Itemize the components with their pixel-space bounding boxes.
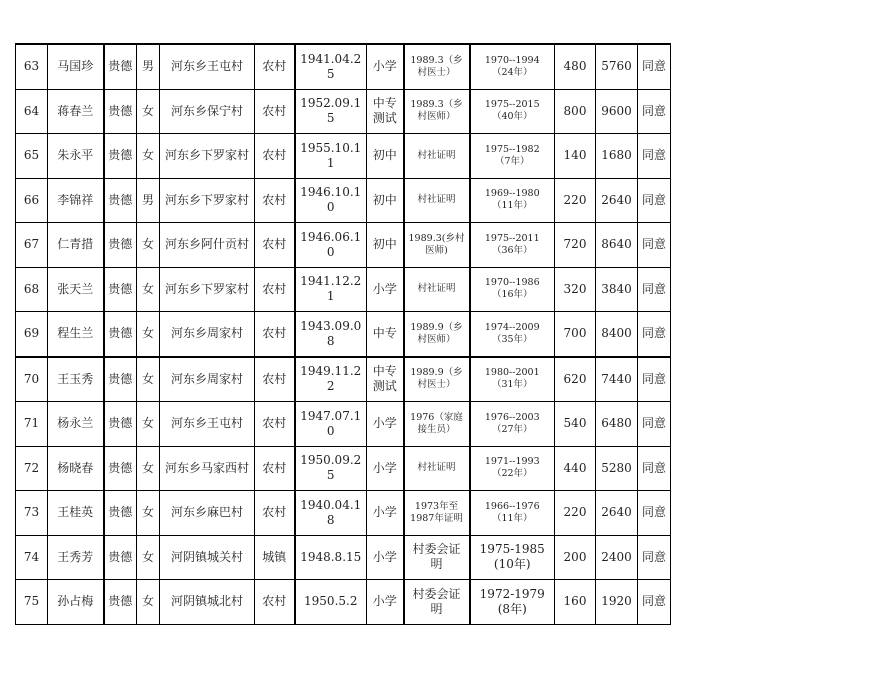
cell-certificate [404,580,470,625]
cell-birth-date: 1940.04.18 [295,491,367,536]
cell-service-period-line: 1971--1993 [484,456,540,468]
cell-education-line: 初中 [372,237,397,252]
cell-certificate-line: 村社证明 [417,462,456,474]
table-body [16,44,671,624]
cell-service-period [470,535,555,580]
cell-service-period [470,89,555,134]
cell-opinion: 同意 [638,357,671,402]
cell-service-period-line: （22年） [491,468,533,480]
cell-monthly-amount: 620 [555,357,596,402]
cell-birth-date: 1955.10.11 [295,134,367,179]
cell-education-line: 测试 [372,379,397,394]
cell-annual-amount: 1920 [596,580,638,625]
cell-service-period-line: （31年） [491,379,533,391]
cell-education-line: 小学 [372,460,397,475]
table-row [16,402,671,447]
cell-annual-amount: 8640 [596,223,638,268]
cell-education [367,267,404,312]
cell-education [367,89,404,134]
cell-opinion: 同意 [638,178,671,223]
cell-opinion: 同意 [638,535,671,580]
cell-annual-amount: 6480 [596,402,638,447]
cell-sex: 女 [137,267,160,312]
cell-monthly-amount: 200 [555,535,596,580]
cell-annual-amount: 3840 [596,267,638,312]
cell-service-period [470,267,555,312]
cell-certificate-line: 村医师） [417,111,456,123]
cell-number: 75 [16,580,48,625]
cell-education-line: 小学 [372,594,397,609]
cell-education [367,357,404,402]
cell-annual-amount: 8400 [596,312,638,357]
cell-sex: 女 [137,535,160,580]
cell-service-period-line: (8年) [497,601,527,616]
cell-education [367,44,404,89]
cell-education [367,491,404,536]
cell-certificate-line: 1989.3(乡村 [408,232,465,244]
cell-monthly-amount: 220 [555,491,596,536]
cell-education-line: 小学 [372,505,397,520]
cell-education-line: 中专 [372,96,397,111]
table-row [16,89,671,134]
cell-education-line: 小学 [372,549,397,564]
cell-annual-amount: 7440 [596,357,638,402]
cell-sex: 女 [137,134,160,179]
cell-name: 马国珍 [48,44,104,89]
cell-certificate-line: 1976（家庭 [410,411,463,423]
cell-service-period [470,491,555,536]
cell-service-period-line: 1974--2009 [484,321,540,333]
cell-village: 河阴镇城北村 [160,580,255,625]
cell-number: 73 [16,491,48,536]
table-row [16,535,671,580]
cell-monthly-amount: 800 [555,89,596,134]
cell-education-line: 初中 [372,192,397,207]
cell-service-period [470,223,555,268]
cell-certificate-line: 1973年至 [414,500,459,512]
cell-opinion: 同意 [638,580,671,625]
cell-village: 河东乡王屯村 [160,402,255,447]
cell-sex: 女 [137,580,160,625]
cell-household-type: 农村 [255,178,295,223]
cell-education [367,134,404,179]
cell-certificate [404,44,470,89]
cell-annual-amount: 5280 [596,446,638,491]
cell-certificate-line: 村社证明 [417,194,456,206]
cell-service-period-line: (10年) [493,557,531,572]
cell-county: 贵德 [104,223,137,268]
table-row [16,446,671,491]
cell-monthly-amount: 700 [555,312,596,357]
cell-county: 贵德 [104,446,137,491]
cell-household-type: 城镇 [255,535,295,580]
cell-monthly-amount: 160 [555,580,596,625]
cell-number: 68 [16,267,48,312]
cell-certificate-line: 村医师） [417,333,456,345]
cell-village: 河东乡麻巴村 [160,491,255,536]
cell-service-period-line: （7年） [494,155,530,167]
cell-name: 仁青措 [48,223,104,268]
cell-certificate-line: 村委会证 [412,586,461,601]
cell-name: 程生兰 [48,312,104,357]
cell-service-period [470,312,555,357]
cell-village: 河东乡保宁村 [160,89,255,134]
cell-opinion: 同意 [638,402,671,447]
cell-county: 贵德 [104,44,137,89]
cell-birth-date: 1952.09.15 [295,89,367,134]
cell-birth-date: 1949.11.22 [295,357,367,402]
table-row [16,223,671,268]
cell-birth-date: 1943.09.08 [295,312,367,357]
cell-monthly-amount: 220 [555,178,596,223]
cell-county: 贵德 [104,178,137,223]
cell-service-period [470,357,555,402]
cell-certificate-line: 1989.9（乡 [410,367,463,379]
cell-service-period-line: 1969--1980 [484,188,540,200]
cell-opinion: 同意 [638,89,671,134]
cell-village: 河东乡周家村 [160,312,255,357]
cell-village: 河阴镇城关村 [160,535,255,580]
cell-county: 贵德 [104,402,137,447]
cell-certificate [404,535,470,580]
cell-number: 65 [16,134,48,179]
table-row [16,491,671,536]
cell-name: 孙占梅 [48,580,104,625]
cell-certificate-line: 1987年证明 [410,512,463,524]
cell-birth-date: 1950.09.25 [295,446,367,491]
cell-service-period-line: （11年） [491,512,533,524]
cell-service-period-line: （11年） [491,200,533,212]
cell-service-period [470,402,555,447]
cell-service-period-line: 1980--2001 [484,367,540,379]
cell-service-period-line: 1972-1979 [479,586,545,601]
cell-education [367,402,404,447]
cell-number: 71 [16,402,48,447]
cell-county: 贵德 [104,134,137,179]
cell-village: 河东乡下罗家村 [160,267,255,312]
cell-annual-amount: 1680 [596,134,638,179]
cell-county: 贵德 [104,535,137,580]
cell-service-period-line: 1975--1982 [484,143,540,155]
cell-opinion: 同意 [638,134,671,179]
cell-certificate-line: 医师) [425,244,448,256]
cell-annual-amount: 2640 [596,178,638,223]
table-row [16,134,671,179]
cell-sex: 女 [137,446,160,491]
cell-annual-amount: 5760 [596,44,638,89]
cell-education-line: 中专 [372,326,397,341]
cell-birth-date: 1941.04.25 [295,44,367,89]
table-row [16,357,671,402]
cell-household-type: 农村 [255,223,295,268]
cell-name: 李锦祥 [48,178,104,223]
cell-service-period-line: 1975--2015 [484,99,540,111]
cell-household-type: 农村 [255,312,295,357]
cell-county: 贵德 [104,89,137,134]
cell-service-period-line: （35年） [491,333,533,345]
cell-certificate-line: 1989.3（乡 [410,54,463,66]
cell-opinion: 同意 [638,223,671,268]
cell-certificate-line: 明 [430,557,443,572]
cell-monthly-amount: 440 [555,446,596,491]
cell-certificate [404,178,470,223]
cell-name: 王玉秀 [48,357,104,402]
cell-county: 贵德 [104,312,137,357]
cell-number: 69 [16,312,48,357]
cell-monthly-amount: 140 [555,134,596,179]
cell-certificate [404,446,470,491]
record-table [15,43,671,625]
cell-service-period [470,446,555,491]
cell-education-line: 小学 [372,59,397,74]
cell-sex: 女 [137,357,160,402]
cell-certificate [404,491,470,536]
cell-service-period-line: （24年） [491,66,533,78]
cell-sex: 女 [137,223,160,268]
cell-service-period-line: （36年） [491,244,533,256]
cell-certificate-line: 村社证明 [417,149,456,161]
cell-village: 河东乡阿什贡村 [160,223,255,268]
cell-certificate [404,312,470,357]
cell-service-period-line: （40年） [491,111,533,123]
cell-certificate-line: 1989.9（乡 [410,321,463,333]
cell-birth-date: 1946.06.10 [295,223,367,268]
cell-county: 贵德 [104,491,137,536]
cell-annual-amount: 2400 [596,535,638,580]
cell-number: 64 [16,89,48,134]
cell-service-period [470,44,555,89]
cell-monthly-amount: 480 [555,44,596,89]
cell-education-line: 测试 [372,111,397,126]
cell-number: 72 [16,446,48,491]
cell-service-period-line: 1966--1976 [484,500,540,512]
cell-service-period-line: 1975--2011 [484,232,540,244]
cell-birth-date: 1948.8.15 [295,535,367,580]
cell-monthly-amount: 720 [555,223,596,268]
cell-service-period-line: 1970--1994 [484,54,540,66]
cell-certificate-line: 明 [430,601,443,616]
cell-sex: 女 [137,312,160,357]
cell-service-period-line: 1970--1986 [484,277,540,289]
cell-number: 74 [16,535,48,580]
cell-education-line: 小学 [372,416,397,431]
cell-certificate [404,357,470,402]
cell-opinion: 同意 [638,267,671,312]
cell-name: 王桂英 [48,491,104,536]
table-row [16,267,671,312]
cell-number: 63 [16,44,48,89]
cell-household-type: 农村 [255,44,295,89]
cell-household-type: 农村 [255,491,295,536]
cell-county: 贵德 [104,580,137,625]
cell-household-type: 农村 [255,402,295,447]
cell-household-type: 农村 [255,134,295,179]
cell-birth-date: 1941.12.21 [295,267,367,312]
cell-name: 张天兰 [48,267,104,312]
cell-education [367,535,404,580]
cell-service-period-line: 1976--2003 [484,411,540,423]
cell-certificate [404,267,470,312]
cell-certificate [404,223,470,268]
cell-sex: 女 [137,402,160,447]
cell-education [367,223,404,268]
cell-annual-amount: 2640 [596,491,638,536]
cell-service-period-line: 1975-1985 [479,542,545,557]
cell-village: 河东乡下罗家村 [160,134,255,179]
cell-village: 河东乡马家西村 [160,446,255,491]
cell-household-type: 农村 [255,89,295,134]
cell-sex: 男 [137,44,160,89]
cell-certificate [404,402,470,447]
cell-number: 66 [16,178,48,223]
cell-certificate-line: 1989.3（乡 [410,99,463,111]
cell-opinion: 同意 [638,44,671,89]
cell-village: 河东乡下罗家村 [160,178,255,223]
cell-certificate-line: 村医士） [417,379,456,391]
cell-service-period [470,134,555,179]
cell-village: 河东乡王屯村 [160,44,255,89]
cell-education [367,580,404,625]
cell-village: 河东乡周家村 [160,357,255,402]
cell-service-period [470,580,555,625]
cell-household-type: 农村 [255,580,295,625]
cell-education-line: 小学 [372,281,397,296]
cell-certificate [404,89,470,134]
cell-service-period [470,178,555,223]
cell-name: 杨永兰 [48,402,104,447]
cell-monthly-amount: 540 [555,402,596,447]
cell-birth-date: 1946.10.10 [295,178,367,223]
cell-service-period-line: （16年） [491,289,533,301]
table-row [16,312,671,357]
cell-number: 70 [16,357,48,402]
cell-opinion: 同意 [638,491,671,536]
cell-county: 贵德 [104,267,137,312]
cell-number: 67 [16,223,48,268]
cell-service-period-line: （27年） [491,423,533,435]
cell-annual-amount: 9600 [596,89,638,134]
table-row [16,44,671,89]
table-row [16,178,671,223]
cell-monthly-amount: 320 [555,267,596,312]
cell-education [367,446,404,491]
cell-certificate-line: 村社证明 [417,283,456,295]
cell-household-type: 农村 [255,357,295,402]
cell-sex: 女 [137,89,160,134]
cell-household-type: 农村 [255,267,295,312]
cell-birth-date: 1947.07.10 [295,402,367,447]
cell-education [367,178,404,223]
cell-sex: 女 [137,491,160,536]
cell-county: 贵德 [104,357,137,402]
cell-certificate-line: 村委会证 [412,542,461,557]
cell-name: 蒋春兰 [48,89,104,134]
cell-name: 杨晓春 [48,446,104,491]
table-row [16,580,671,625]
cell-sex: 男 [137,178,160,223]
cell-household-type: 农村 [255,446,295,491]
cell-opinion: 同意 [638,446,671,491]
cell-name: 朱永平 [48,134,104,179]
cell-education-line: 初中 [372,148,397,163]
cell-education [367,312,404,357]
cell-certificate [404,134,470,179]
cell-certificate-line: 村医士） [417,66,456,78]
cell-birth-date: 1950.5.2 [295,580,367,625]
cell-name: 王秀芳 [48,535,104,580]
cell-opinion: 同意 [638,312,671,357]
cell-education-line: 中专 [372,364,397,379]
cell-certificate-line: 接生员） [417,423,456,435]
